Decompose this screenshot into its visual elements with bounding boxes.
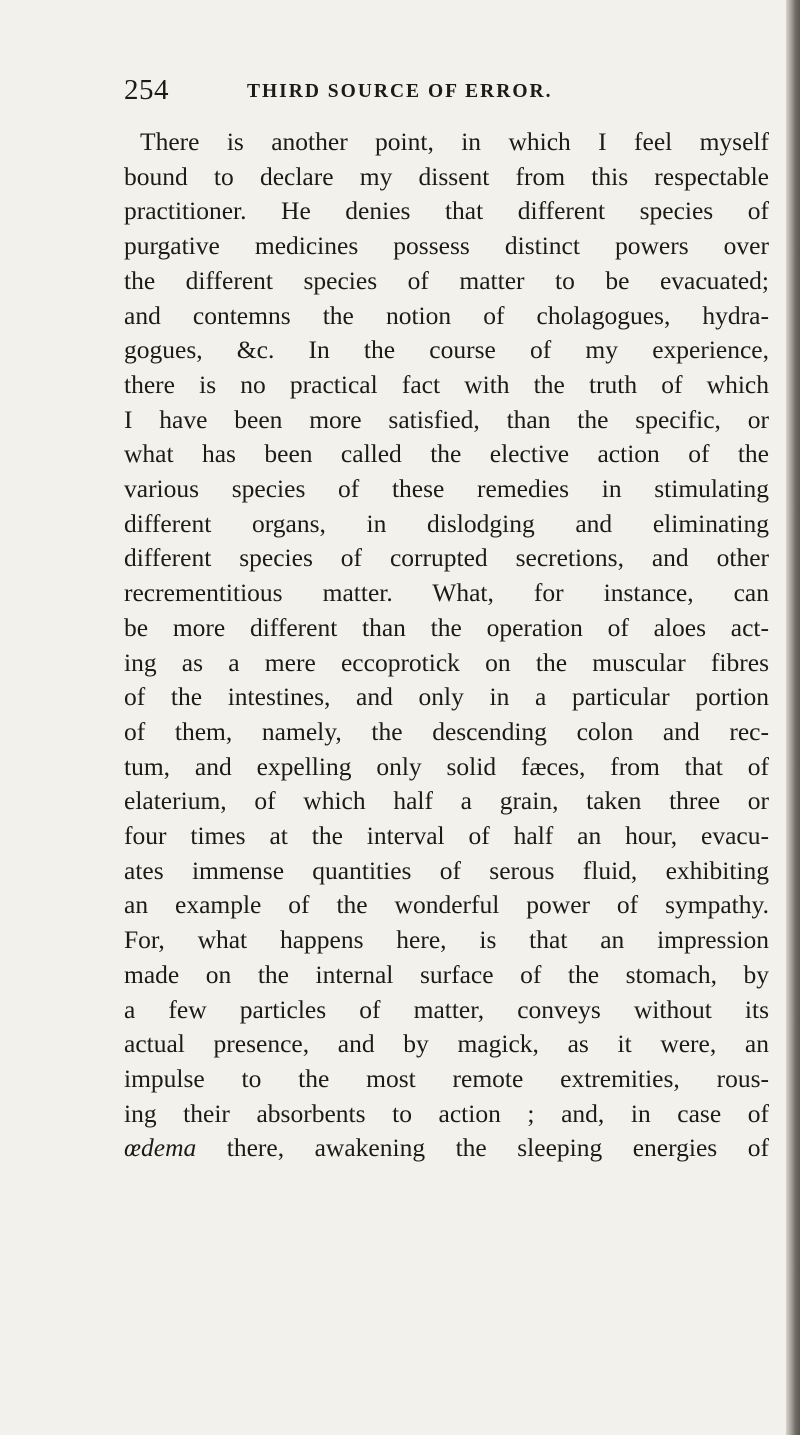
text-line: tum, and expelling only solid fæces, from that of [124, 751, 769, 781]
text-line: practitioner. He denies that different species of [124, 196, 769, 226]
text-line: For, what happens here, is that an impression [124, 925, 769, 955]
text-line-last [124, 1131, 769, 1166]
text-line: a few particles of matter, conveys without its [124, 994, 769, 1024]
italic-term: œdema [124, 1133, 197, 1163]
page-edge-shadow [786, 0, 800, 1435]
page-header [124, 70, 764, 110]
text-line: elaterium, of which half a grain, taken three or [124, 786, 769, 816]
text-line: various species of these remedies in stimulating [124, 474, 769, 504]
text-line: four times at the interval of half an hour, evacu- [124, 821, 769, 851]
text-line: I have been more satisfied, than the specific, or [124, 404, 769, 434]
text-line: bound to declare my dissent from this respectable [124, 161, 769, 191]
text-line: different organs, in dislodging and eliminating [124, 508, 769, 538]
text-line: different species of corrupted secretions, and other [124, 543, 769, 573]
text-line: There is another point, in which I feel myself [140, 127, 769, 156]
text-line: an example of the wonderful power of sympathy. [124, 890, 769, 920]
text-line: ing as a mere eccoprotick on the muscular fibres [124, 647, 769, 677]
text-line: the different species of matter to be evacuated; [124, 265, 769, 295]
text-line: what has been called the elective action of the [124, 439, 769, 469]
text-line: impulse to the most remote extremities, rous- [124, 1063, 769, 1093]
text-line: and contemns the notion of cholagogues, hydra- [124, 300, 769, 330]
text-line: ates immense quantities of serous fluid, exhibiting [124, 855, 769, 885]
text-line: actual presence, and by magick, as it were, an [124, 1029, 769, 1059]
text-line-rest: there, awakening the sleeping energies of [196, 1133, 769, 1163]
text-line: of the intestines, and only in a particular portion [124, 682, 769, 712]
text-line: purgative medicines possess distinct powers over [124, 231, 769, 261]
text-line: of them, namely, the descending colon and rec- [124, 716, 769, 746]
running-head: THIRD SOURCE OF ERROR. [247, 81, 553, 102]
text-line: recrementitious matter. What, for instance, can [124, 578, 769, 608]
text-line: there is no practical fact with the truth of which [124, 369, 769, 399]
page-number: 254 [124, 74, 169, 106]
text-line: made on the internal surface of the stomach, by [124, 959, 769, 989]
text-line: be more different than the operation of aloes act- [124, 612, 769, 642]
text-line: ing their absorbents to action ; and, in case of [124, 1098, 769, 1128]
text-line: gogues, &c. In the course of my experience, [124, 335, 769, 365]
body-text [124, 125, 769, 1166]
